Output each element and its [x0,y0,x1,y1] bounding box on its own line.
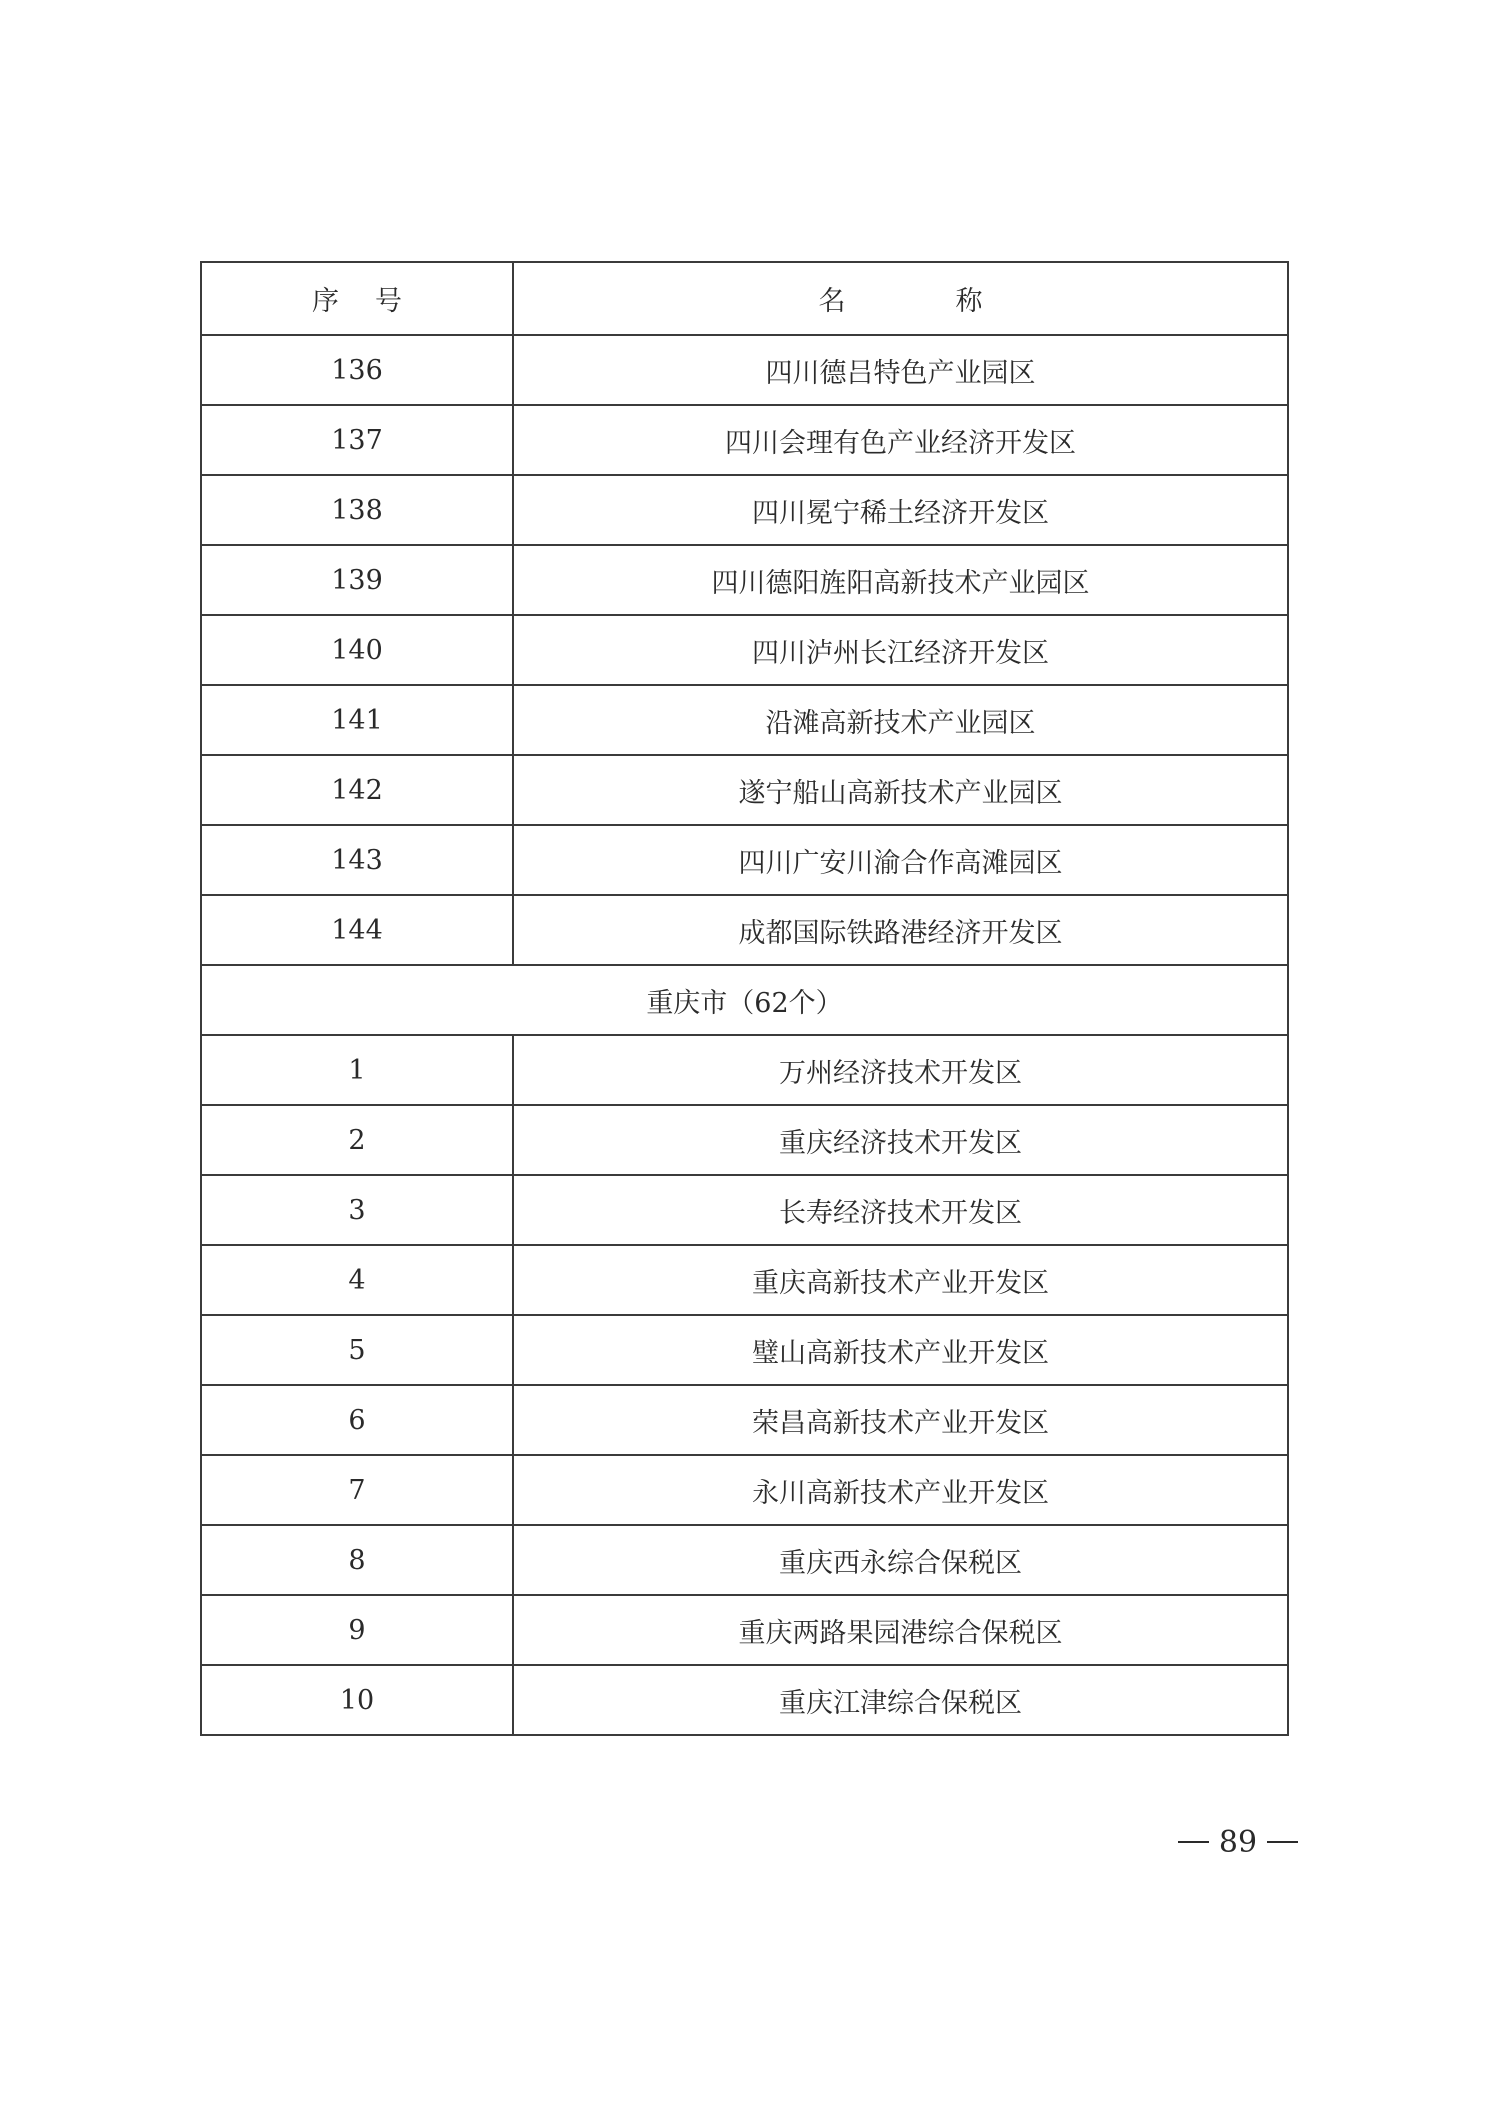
row-number: 137 [201,405,513,475]
table-row [201,545,1288,615]
row-number: 136 [201,335,513,405]
table-row [201,1385,1288,1455]
table-header-row [201,262,1288,335]
row-name: 永川高新技术产业开发区 [513,1455,1288,1525]
table-row [201,1105,1288,1175]
group-header-row [201,965,1288,1035]
table-row [201,1525,1288,1595]
row-name: 万州经济技术开发区 [513,1035,1288,1105]
table-row [201,895,1288,965]
header-number: 序号 [201,262,513,335]
header-name: 名称 [513,262,1288,335]
row-name: 四川泸州长江经济开发区 [513,615,1288,685]
row-number: 8 [201,1525,513,1595]
row-name: 长寿经济技术开发区 [513,1175,1288,1245]
page-number-dash-right [1267,1841,1298,1843]
row-name: 重庆经济技术开发区 [513,1105,1288,1175]
row-number: 10 [201,1665,513,1735]
row-number: 1 [201,1035,513,1105]
row-name: 四川德阳旌阳高新技术产业园区 [513,545,1288,615]
row-name: 四川德吕特色产业园区 [513,335,1288,405]
table-row [201,475,1288,545]
row-number: 144 [201,895,513,965]
table-row [201,1665,1288,1735]
row-name: 成都国际铁路港经济开发区 [513,895,1288,965]
table-row [201,1455,1288,1525]
table-row [201,1175,1288,1245]
row-name: 重庆西永综合保税区 [513,1525,1288,1595]
table-row [201,615,1288,685]
row-name: 四川冕宁稀土经济开发区 [513,475,1288,545]
row-number: 5 [201,1315,513,1385]
group-chongqing-label: 重庆市（62个） [201,965,1288,1035]
row-number: 3 [201,1175,513,1245]
row-number: 140 [201,615,513,685]
row-number: 139 [201,545,513,615]
page-number [1168,1822,1308,1862]
table-row [201,1595,1288,1665]
table-row [201,405,1288,475]
row-name: 重庆两路果园港综合保税区 [513,1595,1288,1665]
row-number: 4 [201,1245,513,1315]
row-name: 四川广安川渝合作高滩园区 [513,825,1288,895]
table-row [201,825,1288,895]
row-number: 142 [201,755,513,825]
row-number: 2 [201,1105,513,1175]
row-number: 6 [201,1385,513,1455]
row-number: 143 [201,825,513,895]
row-name: 遂宁船山高新技术产业园区 [513,755,1288,825]
page-number-value: 89 [1218,1824,1258,1860]
row-name: 荣昌高新技术产业开发区 [513,1385,1288,1455]
development-zone-table [200,261,1289,1736]
table-row [201,755,1288,825]
table-row [201,1315,1288,1385]
table-row [201,1035,1288,1105]
row-number: 141 [201,685,513,755]
table-row [201,335,1288,405]
row-name: 四川会理有色产业经济开发区 [513,405,1288,475]
page-number-dash-left [1178,1841,1209,1843]
row-name: 璧山高新技术产业开发区 [513,1315,1288,1385]
table-row [201,685,1288,755]
row-number: 138 [201,475,513,545]
row-name: 沿滩高新技术产业园区 [513,685,1288,755]
row-number: 7 [201,1455,513,1525]
row-number: 9 [201,1595,513,1665]
row-name: 重庆江津综合保税区 [513,1665,1288,1735]
table-row [201,1245,1288,1315]
row-name: 重庆高新技术产业开发区 [513,1245,1288,1315]
